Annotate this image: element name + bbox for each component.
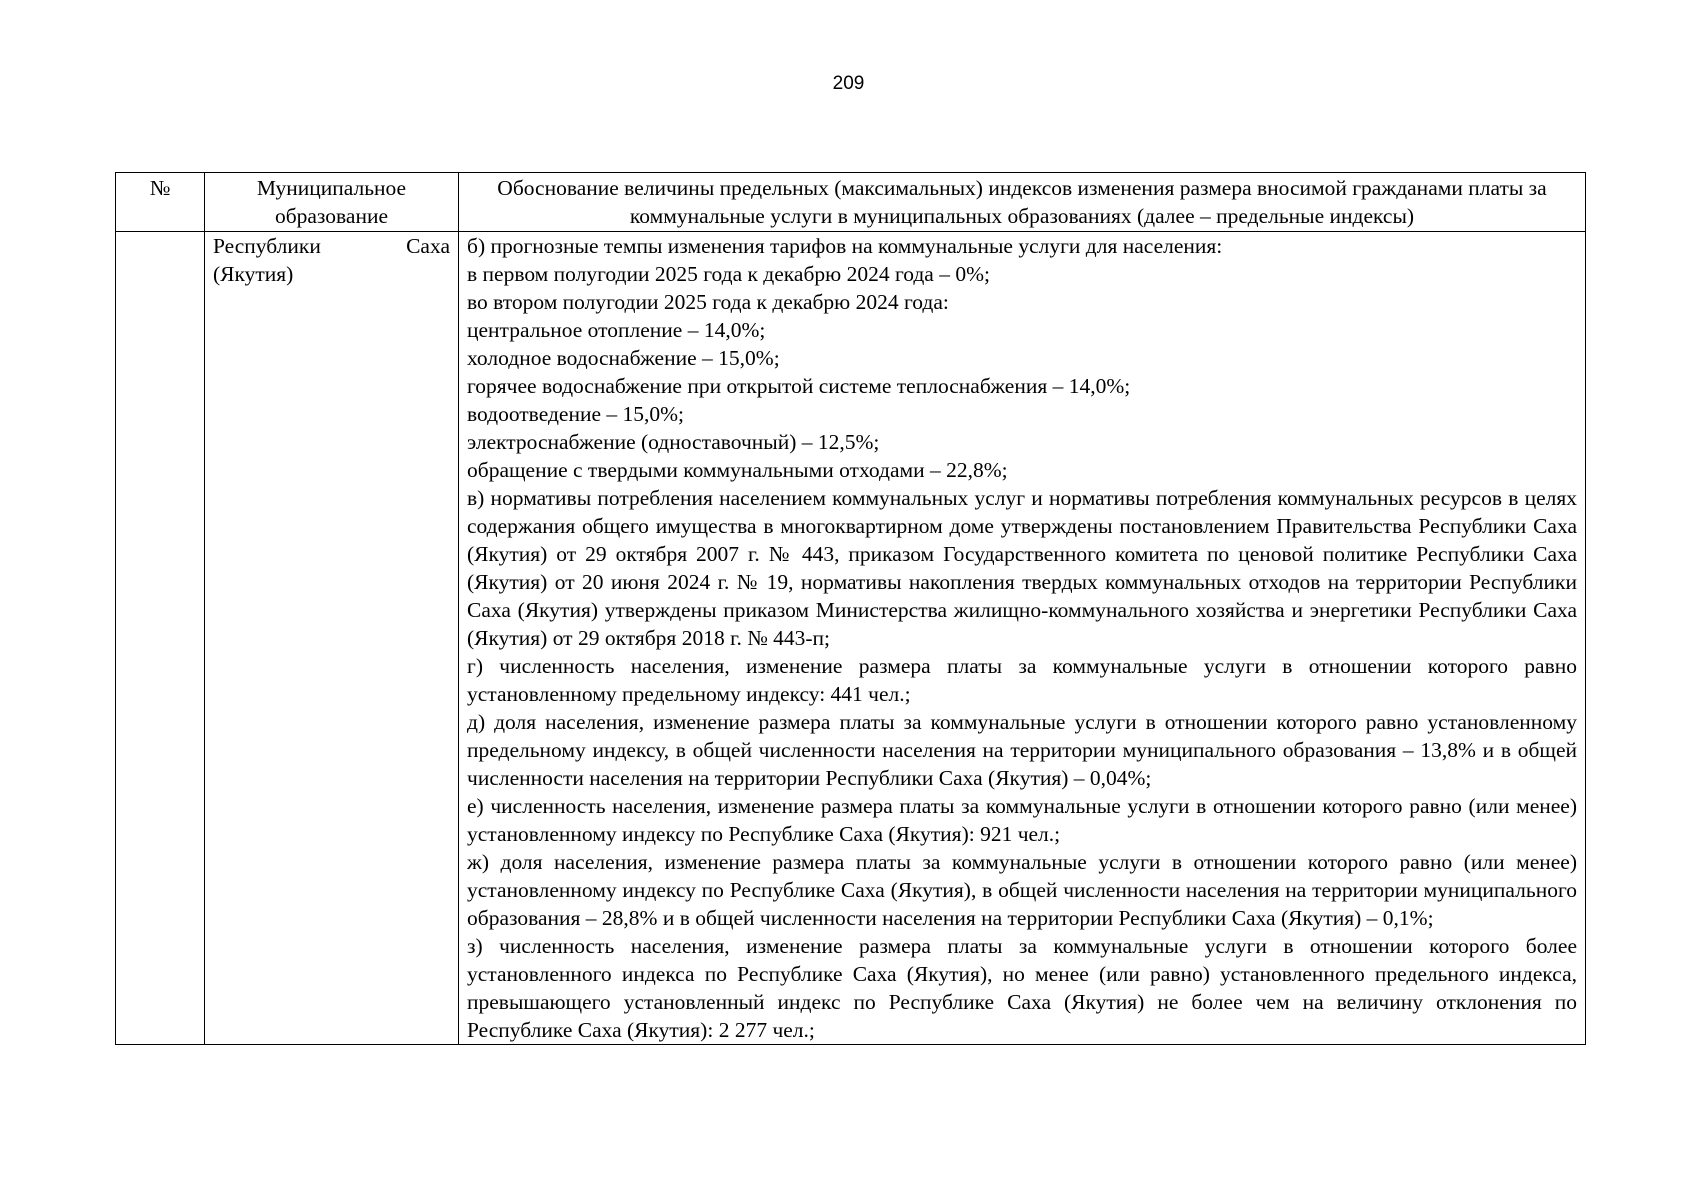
paragraph-heating: центральное отопление – 14,0%; xyxy=(467,318,766,342)
paragraph-zh: ж) доля населения, изменение размера платы за коммунальные услуги в отношении которого равно (или менее) установленному индексу по Республике Саха (Якутия), в общей численности населения на территории муниципального образования – 28,8% и в общей численности населения на территории Республики Саха (Якутия) – 0,1%; xyxy=(467,850,1577,930)
row-municipality-cell xyxy=(205,232,459,1045)
table-row xyxy=(116,232,1586,1045)
municipality-word-1: Республики xyxy=(213,234,321,258)
paragraph-e: е) численность населения, изменение размера платы за коммунальные услуги в отношении которого равно (или менее) установленному индексу по Республике Саха (Якутия): 921 чел.; xyxy=(467,794,1577,846)
paragraph-z: з) численность населения, изменение размера платы за коммунальные услуги в отношении которого более установленного индекса по Республике Саха (Якутия), но менее (или равно) установленного предельного индекса, превышающего установленный индекс по Республике Саха (Якутия) не более чем на величину отклонения по Республике Саха (Якутия): 2 277 чел.; xyxy=(467,934,1577,1042)
paragraph-electricity: электроснабжение (одноставочный) – 12,5%; xyxy=(467,430,880,454)
municipality-line-2: (Якутия) xyxy=(213,262,294,286)
paragraph-first-half: в первом полугодии 2025 года к декабрю 2024 года – 0%; xyxy=(467,262,990,286)
header-num: № xyxy=(116,173,205,232)
paragraph-sewerage: водоотведение – 15,0%; xyxy=(467,402,685,426)
paragraph-b: б) прогнозные темпы изменения тарифов на коммунальные услуги для населения: xyxy=(467,234,1223,258)
paragraph-second-half: во втором полугодии 2025 года к декабрю 2024 года: xyxy=(467,290,949,314)
page-number: 209 xyxy=(832,73,865,94)
table-header-row xyxy=(116,173,1586,232)
paragraph-d: д) доля населения, изменение размера платы за коммунальные услуги в отношении которого равно установленному предельному индексу, в общей численности населения на территории муниципального образования – 13,8% и в общей численности населения на территории Республики Саха (Якутия) – 0,04%; xyxy=(467,710,1577,790)
header-justification: Обоснование величины предельных (максимальных) индексов изменения размера вносимой гражданами платы за коммунальные услуги в муниципальных образованиях (далее – предельные индексы) xyxy=(459,173,1586,232)
paragraph-v: в) нормативы потребления населением коммунальных услуг и нормативы потребления коммунальных ресурсов в целях содержания общего имущества в многоквартирном доме утверждены постановлением Правительства Республики Саха (Якутия) от 29 октября 2007 г. № 443, приказом Государственного комитета по ценовой политике Республики Саха (Якутия) от 20 июня 2024 г. № 19, нормативы накопления твердых коммунальных отходов на территории Республики Саха (Якутия) утверждены приказом Министерства жилищно-коммунального хозяйства и энергетики Республики Саха (Якутия) от 29 октября 2018 г. № 443-п; xyxy=(467,486,1577,650)
row-num-cell xyxy=(116,232,205,1045)
header-municipality: Муниципальное образование xyxy=(205,173,459,232)
municipality-word-2: Саха xyxy=(406,234,450,258)
paragraph-cold-water: холодное водоснабжение – 15,0%; xyxy=(467,346,780,370)
row-justification-cell xyxy=(459,232,1586,1045)
paragraph-g: г) численность населения, изменение размера платы за коммунальные услуги в отношении которого равно установленному предельному индексу: 441 чел.; xyxy=(467,654,1577,706)
justification-table xyxy=(115,172,1586,1045)
paragraph-waste: обращение с твердыми коммунальными отходами – 22,8%; xyxy=(467,458,1008,482)
municipality-line-1 xyxy=(213,232,450,260)
paragraph-hot-water: горячее водоснабжение при открытой системе теплоснабжения – 14,0%; xyxy=(467,374,1131,398)
